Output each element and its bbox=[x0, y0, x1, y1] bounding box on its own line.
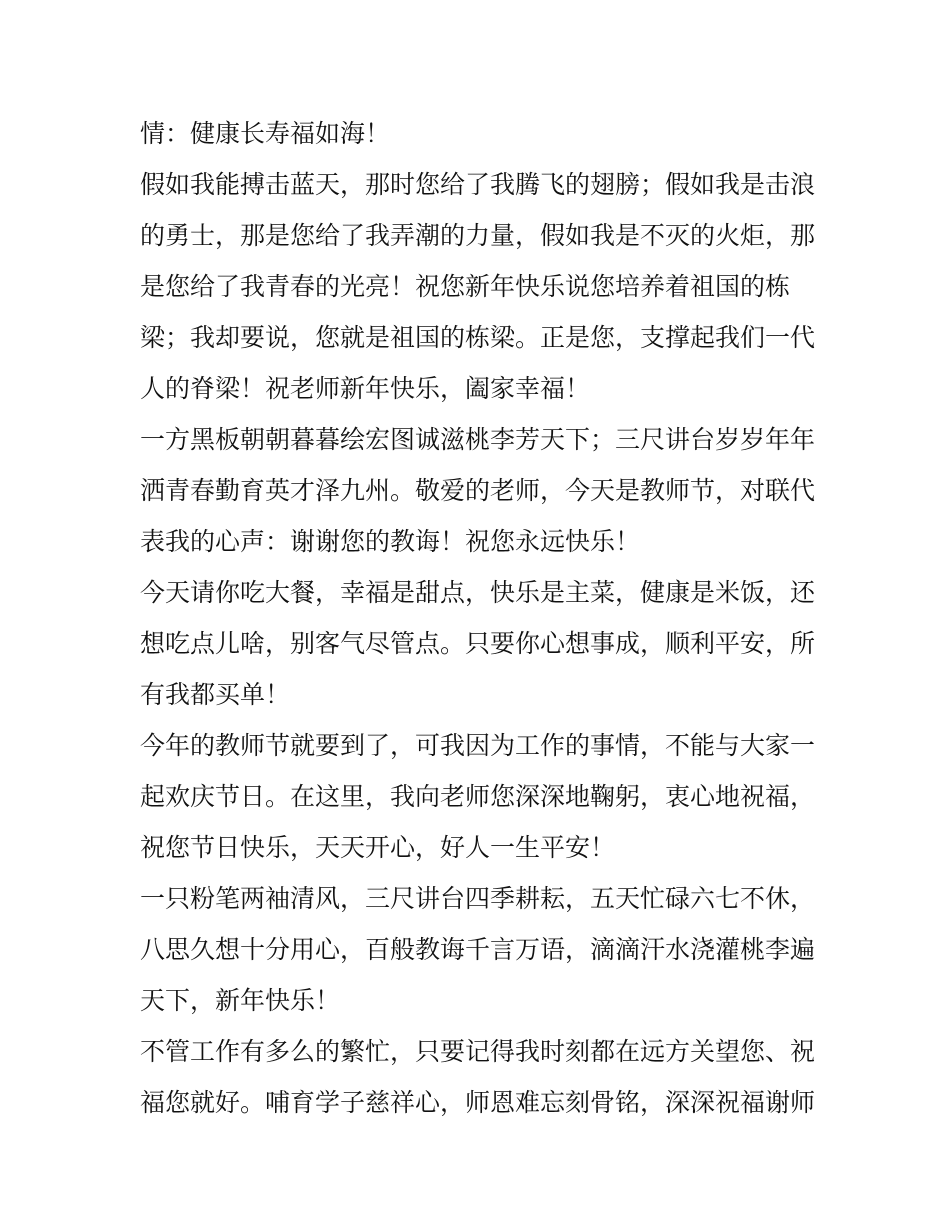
text-line: 起欢庆节日。在这里，我向老师您深深地鞠躬，衷心地祝福， bbox=[140, 782, 816, 811]
text-line: 表我的心声：谢谢您的教诲！祝您永远快乐！ bbox=[140, 527, 641, 556]
text-line: 是您给了我青春的光亮！祝您新年快乐说您培养着祖国的栋 bbox=[140, 272, 791, 301]
text-line: 一只粉笔两袖清风，三尺讲台四季耕耘，五天忙碌六七不休， bbox=[140, 884, 816, 913]
text-line: 天下，新年快乐！ bbox=[140, 986, 341, 1015]
document-body bbox=[140, 108, 820, 1128]
text-line: 八思久想十分用心，百般教诲千言万语，滴滴汗水浇灌桃李遍 bbox=[140, 935, 816, 964]
text-line: 今年的教师节就要到了，可我因为工作的事情，不能与大家一 bbox=[140, 731, 816, 760]
text-line: 一方黑板朝朝暮暮绘宏图诚滋桃李芳天下；三尺讲台岁岁年年 bbox=[140, 425, 816, 454]
text-line: 祝您节日快乐，天天开心，好人一生平安！ bbox=[140, 833, 616, 862]
text-line: 假如我能搏击蓝天，那时您给了我腾飞的翅膀；假如我是击浪 bbox=[140, 170, 816, 199]
text-line: 人的脊梁！祝老师新年快乐，阖家幸福！ bbox=[140, 374, 591, 403]
text-line: 的勇士，那是您给了我弄潮的力量，假如我是不灭的火炬，那 bbox=[140, 221, 816, 250]
text-line: 想吃点儿啥，别客气尽管点。只要你心想事成，顺利平安，所 bbox=[140, 629, 816, 658]
text-line: 福您就好。哺育学子慈祥心，师恩难忘刻骨铭，深深祝福谢师 bbox=[140, 1088, 816, 1117]
text-line: 梁；我却要说，您就是祖国的栋梁。正是您，支撑起我们一代 bbox=[140, 323, 816, 352]
text-line: 洒青春勤育英才泽九州。敬爱的老师，今天是教师节，对联代 bbox=[140, 476, 816, 505]
text-line: 有我都买单！ bbox=[140, 680, 291, 709]
text-line: 今天请你吃大餐，幸福是甜点，快乐是主菜，健康是米饭，还 bbox=[140, 578, 816, 607]
text-line: 不管工作有多么的繁忙，只要记得我时刻都在远方关望您、祝 bbox=[140, 1037, 816, 1066]
text-line: 情：健康长寿福如海！ bbox=[140, 119, 391, 148]
